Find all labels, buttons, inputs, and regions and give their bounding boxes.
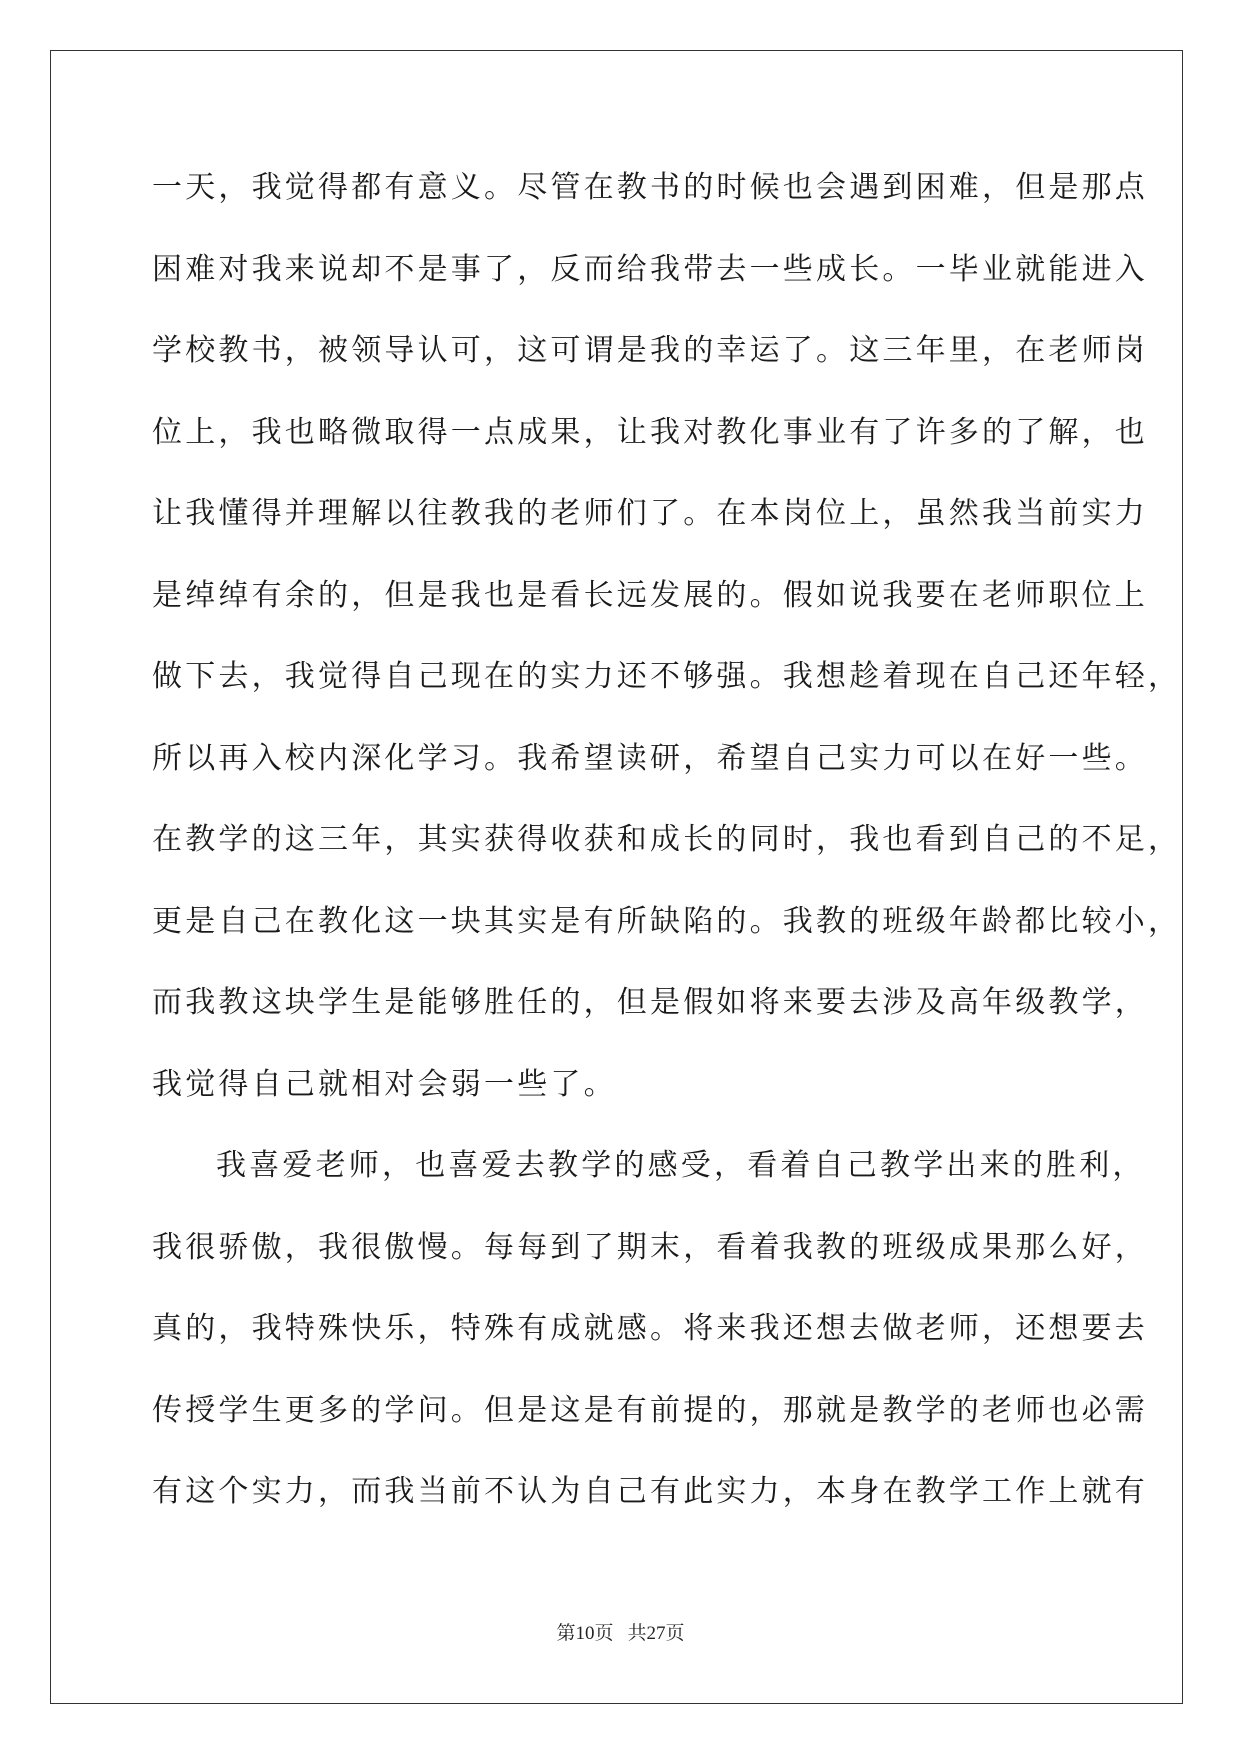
body-text	[152, 158, 1182, 1544]
page-footer	[0, 1618, 1241, 1645]
text-line: 学校教书，被领导认可，这可谓是我的幸运了。这三年里，在老师岗	[152, 333, 1148, 368]
text-line: 困难对我来说却不是事了，反而给我带去一些成长。一毕业就能进入	[152, 251, 1148, 287]
text-line: 我觉得自己就相对会弱一些了。	[152, 1066, 617, 1102]
text-line: 传授学生更多的学问。但是这是有前提的，那就是教学的老师也必需	[152, 1392, 1148, 1428]
text-line: 真的，我特殊快乐，特殊有成就感。将来我还想去做老师，还想要去	[152, 1311, 1148, 1346]
total-pages-label: 共27页	[627, 1623, 685, 1644]
text-line: 我喜爱老师，也喜爱去教学的感受，看着自己教学出来的胜利，	[216, 1148, 1146, 1183]
text-line: 更是自己在教化这一块其实是有所缺陷的。我教的班级年龄都比较小，	[152, 903, 1182, 939]
current-page-label: 第10页	[556, 1623, 614, 1644]
text-line: 位上，我也略微取得一点成果，让我对教化事业有了许多的了解，也	[152, 414, 1148, 450]
text-line: 一天，我觉得都有意义。尽管在教书的时候也会遇到困难，但是那点	[152, 170, 1148, 205]
text-line: 有这个实力，而我当前不认为自己有此实力，本身在教学工作上就有	[152, 1474, 1148, 1509]
text-line: 我很骄傲，我很傲慢。每每到了期末，看着我教的班级成果那么好，	[152, 1229, 1148, 1265]
text-line: 所以再入校内深化学习。我希望读研，希望自己实力可以在好一些。	[152, 740, 1148, 776]
text-line: 做下去，我觉得自己现在的实力还不够强。我想趁着现在自己还年轻，	[152, 659, 1182, 694]
text-line: 在教学的这三年，其实获得收获和成长的同时，我也看到自己的不足，	[152, 822, 1182, 857]
text-line: 而我教这块学生是能够胜任的，但是假如将来要去涉及高年级教学，	[152, 985, 1148, 1020]
text-line: 是绰绰有余的，但是我也是看长远发展的。假如说我要在老师职位上	[152, 577, 1148, 613]
text-line: 让我懂得并理解以往教我的老师们了。在本岗位上，虽然我当前实力	[152, 496, 1148, 531]
